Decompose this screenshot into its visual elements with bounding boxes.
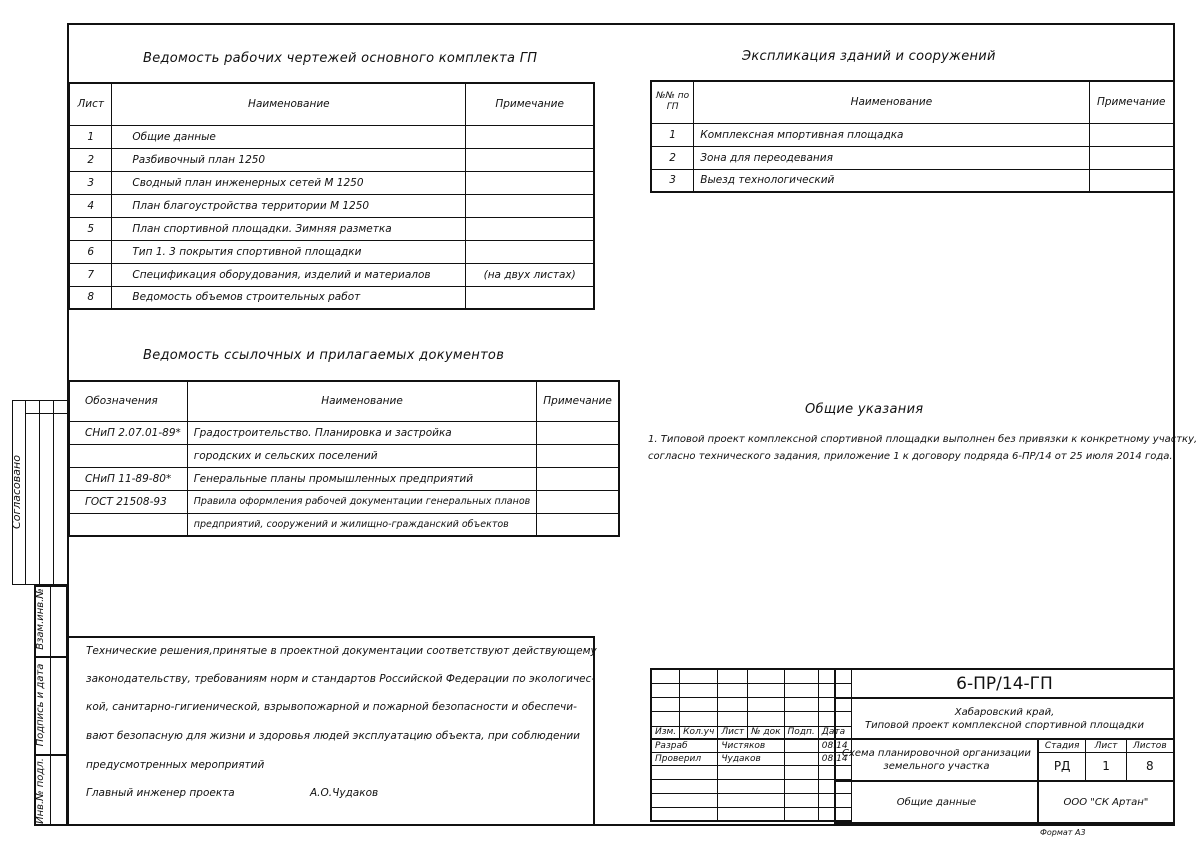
header-note: Примечание — [466, 83, 594, 125]
agreed-col-line-1 — [25, 400, 26, 585]
sheets-label: Листов — [1126, 739, 1174, 752]
table-row: предприятий, сооружений и жилищно-гражданский объектов — [69, 513, 619, 536]
table-row: 2 Зона для переодевания — [651, 146, 1174, 169]
compliance-line-2: законодательству, требованиям норм и стандартов Российской Федерации по экологичес- — [86, 673, 596, 685]
agreed-row-line-1 — [25, 413, 68, 414]
table-row: 1 Комплексная мпортивная площадка — [651, 123, 1174, 146]
table-row: 6 Тип 1. 3 покрытия спортивной площадки — [69, 240, 594, 263]
col-kol: Кол.уч — [680, 726, 718, 739]
sheet-label: Лист — [1086, 739, 1126, 752]
inv-replace-label: Взам.инв.№ — [35, 588, 46, 650]
col-doc: № док — [748, 726, 784, 739]
reference-docs-title: Ведомость ссылочных и прилагаемых документов — [143, 348, 505, 363]
chief-engineer-name: А.О.Чудаков — [310, 787, 379, 799]
sheet-title-line-2: земельного участка — [883, 761, 990, 772]
signature-date-label: Подпись и дата — [35, 663, 46, 747]
compliance-line-5: предусмотренных мероприятий — [86, 759, 265, 771]
developed-label: Разраб — [651, 739, 718, 752]
table-row: городских и сельских поселений — [69, 444, 619, 467]
object-line-2: Типовой проект комплексной спортивной площадки — [865, 719, 1144, 731]
developed-name: Чистяков — [718, 739, 784, 752]
table-row: 5 План спортивной площадки. Зимняя разметка — [69, 217, 594, 240]
agreed-col-line-3 — [53, 400, 54, 585]
sheet-value: 1 — [1086, 752, 1126, 781]
inv-original-label: Инв.№ подл. — [35, 758, 46, 824]
agreed-col-line-2 — [39, 400, 40, 585]
stage-label: Стадия — [1038, 739, 1086, 752]
compliance-line-1: Технические решения,принятые в проектной документации соответствуют действующему — [86, 645, 597, 657]
header-note: Примечание — [1089, 81, 1174, 123]
col-list: Лист — [718, 726, 748, 739]
table-row: 7 Спецификация оборудования, изделий и материалов (на двух листах) — [69, 263, 594, 286]
object-line-1: Хабаровский край, — [954, 706, 1055, 718]
sheets-value: 8 — [1126, 752, 1174, 781]
stamp-main — [834, 668, 1175, 824]
table-row: 8 Ведомость объемов строительных работ — [69, 286, 594, 309]
col-date: Дата — [818, 726, 851, 739]
checked-name: Чудаков — [718, 752, 784, 765]
sheet-title — [835, 739, 1038, 781]
checked-label: Проверил — [651, 752, 718, 765]
inv-col-line — [50, 585, 51, 826]
object-name — [835, 698, 1174, 739]
drawings-list-table — [68, 82, 595, 310]
checked-date: 08.14 — [818, 752, 851, 765]
compliance-line-4: вают безопасную для жизни и здоровья людей эксплуатацию объекта, при соблюдении — [86, 730, 580, 742]
developed-date: 08.14 — [818, 739, 851, 752]
buildings-table — [650, 80, 1175, 193]
table-row: 3 Выезд технологический — [651, 169, 1174, 192]
stage-value: РД — [1038, 752, 1086, 781]
sheet-title-line-1: Схема планировочной организации — [842, 748, 1031, 759]
header-note: Примечание — [537, 381, 619, 421]
table-row: 1 Общие данные — [69, 125, 594, 148]
table-row: 4 План благоустройства территории М 1250 — [69, 194, 594, 217]
table-row: 3 Сводный план инженерных сетей М 1250 — [69, 171, 594, 194]
header-name: Наименование — [187, 381, 537, 421]
company-name: ООО "СК Артан" — [1038, 781, 1174, 823]
stamp-revision-grid — [650, 668, 852, 822]
reference-docs-table — [68, 380, 620, 537]
col-izm: Изм. — [651, 726, 680, 739]
col-sign: Подп. — [784, 726, 818, 739]
header-designation: Обозначения — [69, 381, 187, 421]
table-row: ГОСТ 21508-93 Правила оформления рабочей документации генеральных планов — [69, 490, 619, 513]
header-name: Наименование — [112, 83, 466, 125]
drawings-list-title: Ведомость рабочих чертежей основного комплекта ГП — [143, 51, 538, 66]
header-sheet: Лист — [69, 83, 112, 125]
drawing-name: Общие данные — [835, 781, 1038, 823]
general-note-line-1: 1. Типовой проект комплексной спортивной площадки выполнен без привязки к конкретному участку, — [648, 434, 1198, 445]
table-row: СНиП 2.07.01-89* Градостроительство. Планировка и застройка — [69, 421, 619, 444]
agreed-label: Согласовано — [10, 455, 23, 529]
chief-engineer-label: Главный инженер проекта — [86, 787, 235, 799]
compliance-line-3: кой, санитарно-гигиенической, взрывопожарной и пожарной безопасности и обеспечи- — [86, 701, 577, 713]
format-label: Формат А3 — [1040, 828, 1086, 837]
general-note-line-2: согласно технического задания, приложение 1 к договору подряда 6-ПР/14 от 25 июля 2014 года. — [648, 451, 1173, 462]
general-notes-title: Общие указания — [805, 402, 924, 417]
header-name: Наименование — [694, 81, 1089, 123]
table-row: СНиП 11-89-80* Генеральные планы промышленных предприятий — [69, 467, 619, 490]
table-row: 2 Разбивочный план 1250 — [69, 148, 594, 171]
document-code: 6-ПР/14-ГП — [835, 669, 1174, 698]
buildings-title: Экспликация зданий и сооружений — [742, 49, 996, 64]
header-number: №№ по ГП — [651, 81, 694, 123]
